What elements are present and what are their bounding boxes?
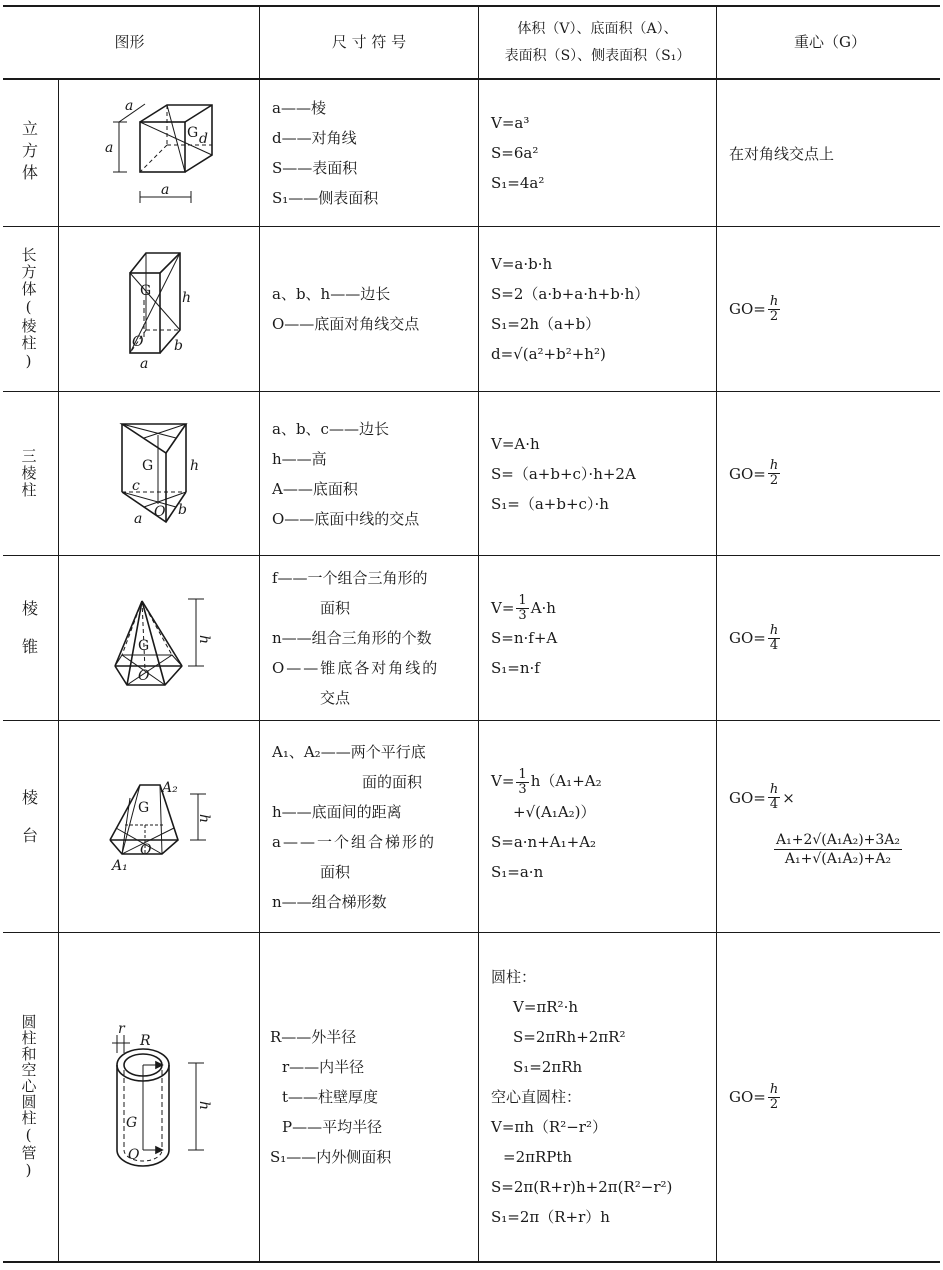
- cube-label-a-top: a: [125, 98, 134, 114]
- symbol-line: O——底面中线的交点: [272, 509, 420, 528]
- header-centroid-label: 重心（G）: [794, 33, 866, 51]
- formula-fraction: [516, 594, 528, 623]
- row-name-label: 棱锥: [19, 600, 39, 676]
- symbol-line: S——表面积: [272, 159, 358, 177]
- symbol-line: P——平均半径: [282, 1118, 383, 1136]
- centroid-pyramid: [717, 556, 943, 720]
- row-name-frustum: [0, 721, 58, 932]
- formula-line: S=（a+b+c）·h+2A: [491, 464, 636, 483]
- formula-line: S₁=2π（R+r）h: [491, 1208, 610, 1226]
- centroid-big-fraction: [774, 831, 902, 868]
- symbol-line: S₁——侧表面积: [272, 189, 379, 207]
- formula-line: S₁=2πRh: [513, 1058, 583, 1076]
- symbols-cuboid: [260, 227, 478, 391]
- centroid-prefix: GO=: [729, 788, 766, 807]
- fraction-numerator: h: [769, 458, 779, 473]
- centroid-cube: [717, 80, 943, 226]
- formula-suffix: A·h: [530, 598, 556, 617]
- symbol-line: a、b、c——边长: [272, 419, 389, 438]
- cube-figure: [95, 90, 215, 210]
- formula-line: V=a·b·h: [491, 255, 553, 273]
- cuboid-label-a: a: [140, 356, 149, 372]
- tri-prism-label-o: O: [154, 504, 166, 520]
- fraction-numerator: h: [769, 782, 779, 797]
- tri-prism-label-b: b: [178, 502, 187, 518]
- fraction-numerator: 1: [518, 766, 527, 782]
- symbols-pyramid: [260, 556, 478, 720]
- row-name-label: 长方体(棱柱): [19, 246, 38, 372]
- header-formulas-line1: 体积（V）、底面积（A）、: [517, 20, 678, 37]
- centroid-frustum-line2: [772, 831, 904, 868]
- row-name-label: 三棱柱: [19, 448, 38, 499]
- pyramid-figure: [100, 585, 220, 695]
- fraction-numerator: h: [769, 1081, 779, 1097]
- formula-line: S=2π(R+r)h+2π(R²−r²): [491, 1178, 673, 1196]
- formula-line: 空心直圆柱：: [491, 1088, 582, 1106]
- row-name-label: 圆柱和空心圆柱(管): [19, 1014, 38, 1180]
- tri-prism-label-h: h: [190, 458, 200, 474]
- cuboid-label-o: O: [132, 334, 144, 350]
- formula-line: V=a³: [491, 114, 530, 132]
- formula-line: S=n·f+A: [491, 629, 558, 648]
- cube-label-g: G: [187, 125, 199, 141]
- cuboid-label-g: G: [140, 283, 152, 299]
- symbol-line: S₁——内外侧面积: [270, 1148, 392, 1166]
- header-formulas-line2: 表面积（S）、侧表面积（S₁）: [504, 47, 691, 64]
- symbol-line: 面积: [320, 599, 351, 617]
- centroid-fraction: [768, 459, 780, 488]
- formula-line: =2πRPth: [503, 1148, 573, 1166]
- tri-prism-label-g: G: [142, 458, 154, 474]
- symbol-line: h——底面间的距离: [272, 802, 402, 821]
- formula-line: S=a·n+A₁+A₂: [491, 832, 597, 851]
- centroid-fraction: [768, 295, 780, 324]
- formula-line: V=πh（R²−r²）: [491, 1118, 607, 1136]
- formula-line: +√(A₁A₂)）: [513, 802, 596, 821]
- formulas-pyramid: [479, 556, 716, 720]
- cuboid-label-b: b: [174, 338, 183, 354]
- formula-line: V=πR²·h: [513, 998, 578, 1016]
- cylinder-label-o: O: [128, 1147, 140, 1163]
- symbol-line: O——底面对角线交点: [272, 315, 420, 333]
- centroid-prefix: GO=: [729, 300, 766, 318]
- row-name-label: 立方体: [19, 120, 39, 186]
- symbols-frustum: [260, 721, 478, 932]
- formula-suffix: h（A₁+A₂: [530, 772, 602, 791]
- frustum-label-g: G: [138, 800, 150, 816]
- formulas-triangular-prism: [479, 392, 716, 555]
- fraction-numerator: h: [769, 293, 779, 309]
- centroid-prefix: GO=: [729, 464, 766, 483]
- header-symbols: [260, 7, 478, 78]
- cube-label-a-left: a: [105, 140, 114, 156]
- header-figure-label: 图形: [114, 33, 145, 51]
- formula-line: S₁=（a+b+c）·h: [491, 494, 609, 513]
- symbol-line: 交点: [320, 689, 351, 707]
- formula-line: V=A·h: [491, 434, 540, 453]
- symbol-line: a——一个组合梯形的: [272, 832, 436, 851]
- fraction-denominator: 2: [769, 308, 779, 324]
- formulas-cube: [479, 80, 716, 226]
- centroid-triangular-prism: [717, 392, 943, 555]
- formulas-cuboid: [479, 227, 716, 391]
- fraction-denominator: 4: [769, 797, 779, 812]
- formula-line: S₁=n·f: [491, 659, 540, 678]
- centroid-frustum: [717, 721, 943, 932]
- fraction-denominator: 3: [518, 608, 527, 624]
- header-symbols-label: 尺 寸 符 号: [331, 33, 407, 51]
- tri-prism-label-c: c: [132, 478, 140, 494]
- formula-line: S=6a²: [491, 144, 539, 162]
- centroid-prefix: GO=: [729, 1088, 766, 1106]
- cuboid-label-h: h: [182, 290, 192, 306]
- symbols-cube: [260, 80, 478, 226]
- cylinder-figure: [100, 1015, 220, 1175]
- cube-label-a-bottom: a: [161, 182, 170, 198]
- frustum-label-h: h: [196, 814, 212, 824]
- formula-line: 圆柱：: [491, 968, 537, 986]
- formula-line: d=√(a²+b²+h²): [491, 345, 606, 363]
- row-name-cube: [0, 80, 58, 226]
- formula-line: S₁=a·n: [491, 862, 544, 881]
- fraction-numerator: A₁+2√(A₁A₂)+3A₂: [776, 832, 901, 848]
- centroid-frustum-line1: [729, 783, 795, 812]
- pyramid-label-g: G: [138, 638, 150, 654]
- centroid-fraction: [768, 624, 780, 653]
- symbol-line: 面的面积: [362, 772, 423, 791]
- centroid-fraction: [768, 783, 780, 812]
- centroid-cuboid: [717, 227, 943, 391]
- frustum-label-a2: A₂: [162, 780, 178, 796]
- formula-line: [491, 593, 716, 624]
- formula-line: S=2πRh+2πR²: [513, 1028, 626, 1046]
- header-centroid: [717, 7, 943, 78]
- header-figure: [0, 7, 259, 78]
- fraction-numerator: 1: [518, 593, 527, 609]
- symbol-line: n——组合梯形数: [272, 892, 387, 911]
- symbol-line: A——底面积: [272, 479, 358, 498]
- symbol-line: n——组合三角形的个数: [272, 629, 432, 647]
- pyramid-label-h: h: [196, 635, 212, 645]
- fraction-denominator: 3: [518, 781, 527, 797]
- row-name-label: 棱台: [19, 788, 39, 865]
- row-name-cylinder: [0, 933, 58, 1261]
- symbol-line: d——对角线: [272, 129, 357, 147]
- centroid-text: 在对角线交点上: [729, 144, 835, 163]
- formula-prefix: V=: [491, 598, 515, 617]
- symbol-line: r——内半径: [282, 1058, 365, 1076]
- formula-prefix: V=: [491, 772, 515, 791]
- symbol-line: 面积: [320, 862, 351, 881]
- row-name-pyramid: [0, 556, 58, 720]
- frustum-label-o: O: [140, 842, 152, 858]
- row-name-triangular-prism: [0, 392, 58, 555]
- frustum-figure: [100, 770, 220, 880]
- symbol-line: a、b、h——边长: [272, 285, 391, 303]
- fraction-denominator: A₁+√(A₁A₂)+A₂: [784, 851, 892, 867]
- pyramid-label-o: O: [138, 668, 150, 684]
- centroid-fraction: [768, 1083, 780, 1112]
- times-sign: ×: [782, 788, 795, 807]
- cylinder-label-r-inner: r: [118, 1021, 125, 1037]
- formula-line: [491, 766, 716, 797]
- row-name-cuboid: [0, 227, 58, 391]
- fraction-denominator: 2: [769, 473, 779, 488]
- formula-line: S₁=2h（a+b）: [491, 315, 601, 333]
- symbols-cylinder: [260, 933, 478, 1261]
- symbol-line: A₁、A₂——两个平行底: [272, 742, 426, 761]
- centroid-cylinder: [717, 933, 943, 1261]
- symbols-triangular-prism: [260, 392, 478, 555]
- centroid-prefix: GO=: [729, 629, 766, 647]
- symbol-line: R——外半径: [270, 1028, 357, 1046]
- cube-label-d: d: [199, 131, 208, 147]
- cylinder-label-r-outer: R: [140, 1033, 151, 1049]
- symbol-line: O——锥底各对角线的: [272, 659, 440, 677]
- col-divider-name: [58, 79, 59, 1262]
- formulas-cylinder: [479, 933, 716, 1261]
- symbol-line: f——一个组合三角形的: [272, 569, 428, 587]
- cylinder-label-h: h: [196, 1101, 212, 1111]
- formulas-frustum: [479, 721, 716, 932]
- header-formulas: [479, 7, 716, 78]
- formula-line: S=2（a·b+a·h+b·h）: [491, 285, 650, 303]
- symbol-line: a——棱: [272, 99, 326, 117]
- symbol-line: h——高: [272, 449, 327, 468]
- fraction-numerator: h: [769, 622, 779, 638]
- cuboid-figure: [110, 240, 210, 375]
- triangular-prism-figure: [110, 410, 210, 530]
- frustum-label-a1: A₁: [112, 858, 128, 874]
- tri-prism-label-a: a: [134, 511, 143, 527]
- formula-line: S₁=4a²: [491, 174, 545, 192]
- table-bottom-rule: [3, 1261, 940, 1263]
- fraction-denominator: 2: [769, 1096, 779, 1112]
- cylinder-label-g: G: [126, 1115, 138, 1131]
- formula-fraction: [516, 768, 528, 797]
- symbol-line: t——柱壁厚度: [282, 1088, 379, 1106]
- fraction-denominator: 4: [769, 637, 779, 653]
